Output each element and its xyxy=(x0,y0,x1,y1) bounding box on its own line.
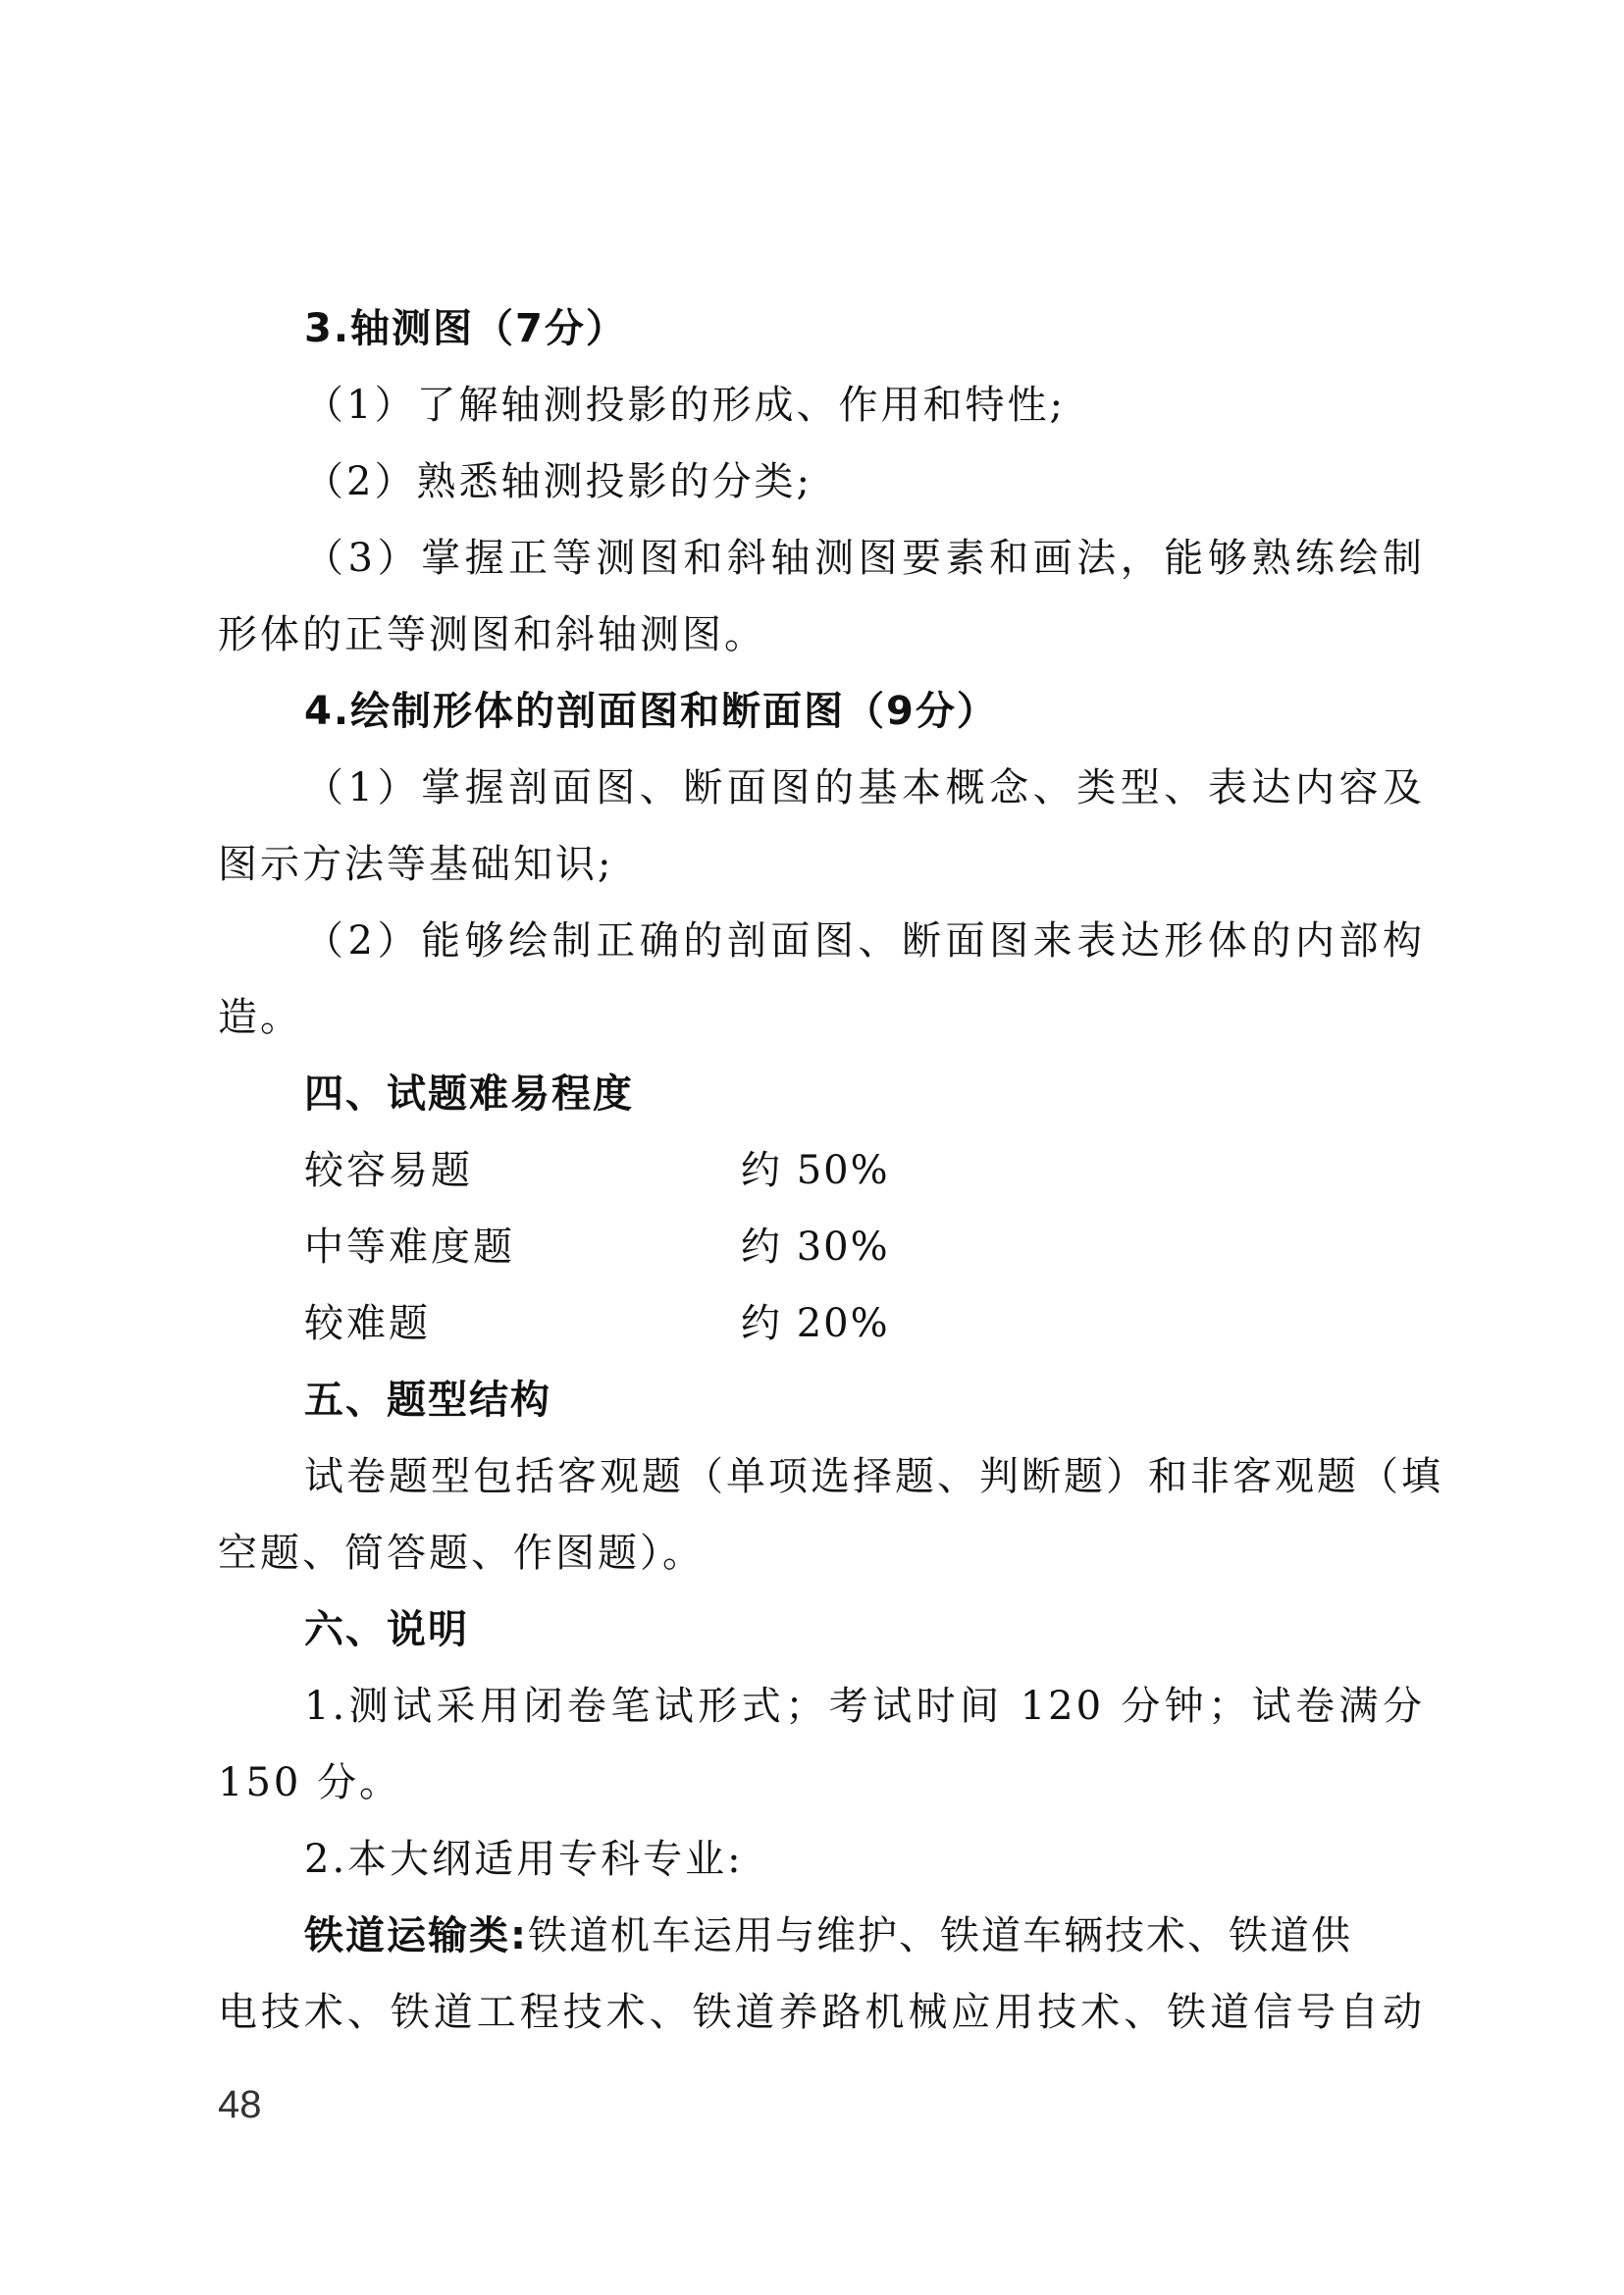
paragraph-line: （3）掌握正等测图和斜轴测图要素和画法，能够熟练绘制 xyxy=(304,536,1425,581)
difficulty-label: 中等难度题 xyxy=(304,1225,515,1270)
paragraph-line: 电技术、铁道工程技术、铁道养路机械应用技术、铁道信号自动 xyxy=(218,1990,1425,2035)
paragraph-line: （1）了解轴测投影的形成、作用和特性; xyxy=(304,383,1066,428)
difficulty-label: 较难题 xyxy=(304,1301,431,1346)
paragraph-line: 2.本大纲适用专科专业: xyxy=(304,1837,744,1882)
paragraph-line: 1.测试采用闭卷笔试形式；考试时间 120 分钟；试卷满分 xyxy=(304,1684,1425,1729)
railway-majors-text: 铁道机车运用与维护、铁道车辆技术、铁道供 xyxy=(528,1913,1352,1958)
difficulty-label: 较容易题 xyxy=(304,1148,473,1193)
difficulty-value: 约 50% xyxy=(741,1148,890,1193)
page-number: 48 xyxy=(218,2083,262,2126)
section-heading-notes: 六、说明 xyxy=(304,1607,469,1652)
paragraph-line: 形体的正等测图和斜轴测图。 xyxy=(218,612,766,657)
section-heading-axonometric: 3.轴测图（7分） xyxy=(304,306,627,351)
difficulty-value: 约 30% xyxy=(741,1225,890,1270)
section-heading-structure: 五、题型结构 xyxy=(304,1378,551,1423)
paragraph-line: 空题、简答题、作图题）。 xyxy=(218,1531,705,1576)
paragraph-line: （1）掌握剖面图、断面图的基本概念、类型、表达内容及 xyxy=(304,765,1425,810)
section-heading-sectional: 4.绘制形体的剖面图和断面图（9分） xyxy=(304,689,998,734)
paragraph-line: 150 分。 xyxy=(218,1760,402,1805)
paragraph-line: 试卷题型包括客观题（单项选择题、判断题）和非客观题（填 xyxy=(304,1454,1443,1499)
railway-category-label: 铁道运输类: xyxy=(304,1913,528,1958)
paragraph-line: （2）熟悉轴测投影的分类; xyxy=(304,459,812,504)
section-heading-difficulty: 四、试题难易程度 xyxy=(304,1071,634,1117)
paragraph-line: （2）能够绘制正确的剖面图、断面图来表达形体的内部构 xyxy=(304,918,1425,964)
difficulty-value: 约 20% xyxy=(741,1301,890,1346)
paragraph-line: 造。 xyxy=(218,995,302,1040)
railway-majors-line xyxy=(304,1911,1425,1960)
paragraph-line: 图示方法等基础知识; xyxy=(218,842,614,887)
